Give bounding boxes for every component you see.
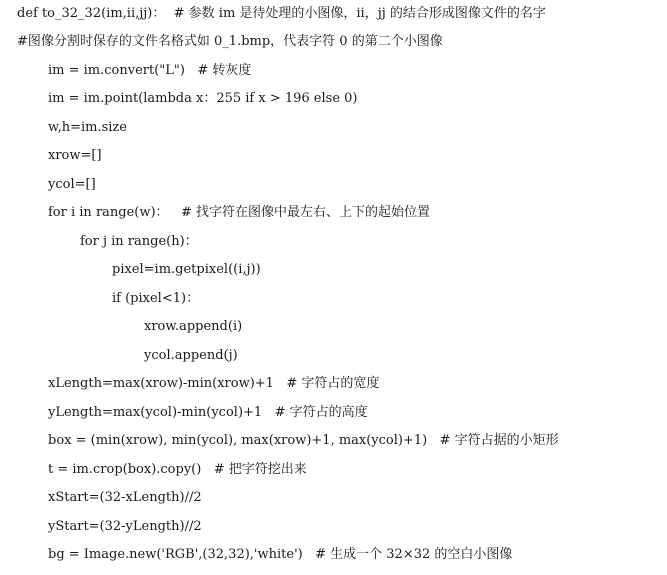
code-line-for-j: for j in range(h)： (80, 234, 198, 249)
code-line-comment-filename: #图像分割时保存的文件名格式如 0_1.bmp，代表字符 0 的第二个小图像 (17, 34, 443, 49)
code-line-ystart: yStart=(32-yLength)//2 (48, 519, 202, 534)
code-line-for-i: for i in range(w)： # 找字符在图像中最左右、上下的起始位置 (48, 205, 430, 220)
code-line-bg: bg = Image.new('RGB',(32,32),'white') # 生成一个 32×32 的空白小图像 (48, 547, 513, 562)
code-line-xrow: xrow=[] (48, 148, 102, 163)
code-line-xstart: xStart=(32-xLength)//2 (48, 490, 202, 505)
code-line-ylength: yLength=max(ycol)-min(ycol)+1 # 字符占的高度 (48, 405, 368, 420)
code-line-xrow-append: xrow.append(i) (144, 319, 243, 334)
code-line-def: def to_32_32(im,ii,jj)： # 参数 im 是待处理的小图像，ii，jj 的结合形成图像文件的名字 (17, 6, 546, 21)
code-line-size: w,h=im.size (48, 120, 127, 135)
code-line-ycol-append: ycol.append(j) (144, 348, 238, 363)
code-line-convert: im = im.convert("L") # 转灰度 (48, 63, 252, 78)
code-line-crop: t = im.crop(box).copy() # 把字符挖出来 (48, 462, 307, 477)
code-line-xlength: xLength=max(xrow)-min(xrow)+1 # 字符占的宽度 (48, 376, 380, 391)
code-line-if-pixel: if (pixel<1)： (112, 291, 200, 306)
code-line-getpixel: pixel=im.getpixel((i,j)) (112, 262, 261, 277)
code-line-point: im = im.point(lambda x：255 if x > 196 else 0) (48, 91, 358, 106)
code-line-box: box = (min(xrow), min(ycol), max(xrow)+1, max(ycol)+1) # 字符占据的小矩形 (48, 433, 559, 448)
code-line-ycol: ycol=[] (48, 177, 96, 192)
